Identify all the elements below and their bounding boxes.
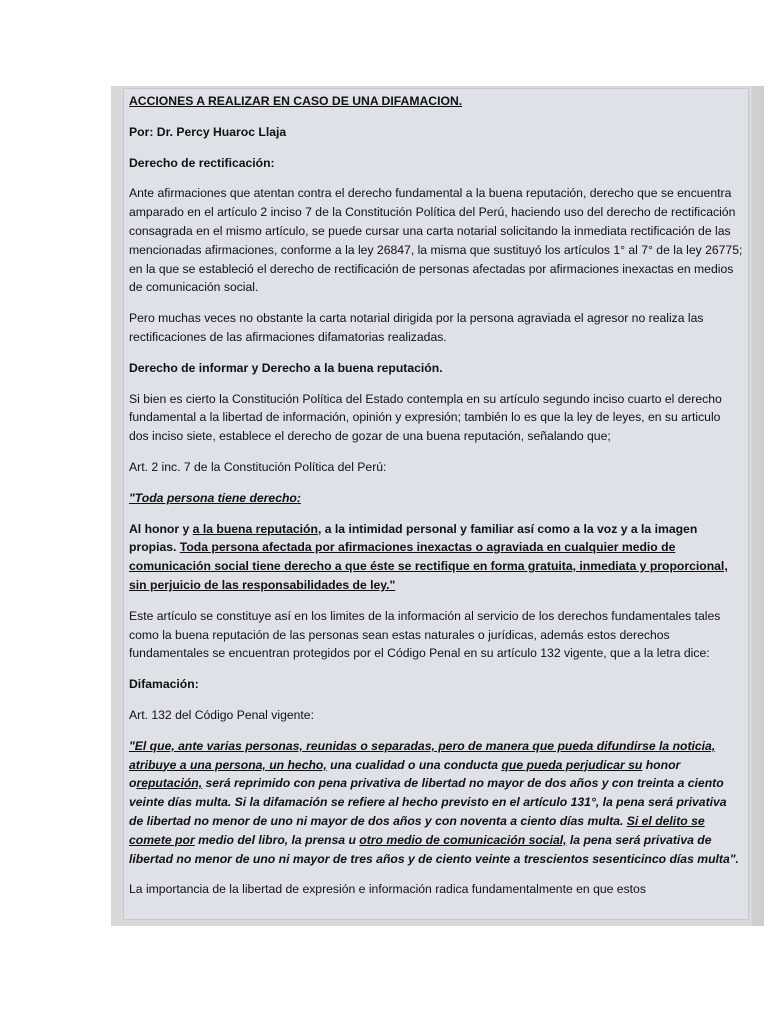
art132-quote [129, 737, 743, 869]
paragraph-constitucion: Si bien es cierto la Constitución Política del Estado contempla en su artículo segundo inciso cuarto el derecho fundamental a la libertad de información, opinión y expresión; también lo es que la ley de leyes, en su articulo dos inciso siete, establece el derecho de gozar de una buena reputación, señalando que; [129, 391, 722, 444]
art2-quote-open: "Toda persona tiene derecho: [129, 490, 301, 505]
art132-text-underlined: reputación, [136, 776, 203, 791]
document-author: Por: Dr. Percy Huaroc Llaja [129, 124, 287, 139]
art132-text-underlined: que pueda perjudicar su [501, 757, 643, 772]
art132-text-underlined: Si el delito se comete por [129, 813, 705, 847]
art2-quote-body [129, 520, 743, 595]
art132-text: medio del libro, la prensa u [194, 832, 360, 847]
art2-text-underlined: Toda persona afectada por afirmaciones inexactas o agraviada en cualquier medio de comunicación social tiene derecho a que éste se rectifique en forma gratuita, inmediata y proporcional, sin perjuicio de las responsabilidades de ley." [129, 540, 728, 592]
paragraph-limites: Este artículo se constituye así en los limites de la información al servicio de los derechos fundamentales tales como la buena reputación de las personas sean estas naturales o jurídicas, además estos derechos fundamentales se encuentran protegidos por el Código Penal en su artículo 132 vigente, que a la letra dice: [129, 608, 721, 661]
art132-text-underlined: otro medio de comunicación social, [359, 832, 567, 847]
heading-art132: Art. 132 del Código Penal vigente: [129, 707, 314, 722]
art132-text-underlined: "El que, ante varias personas, reunidas o separadas, pero de manera que pueda difundirse la noticia, atribuye a una persona, un hecho, [129, 738, 716, 772]
document-title: ACCIONES A REALIZAR EN CASO DE UNA DIFAMACION. [129, 94, 463, 108]
art132-text: honor o [129, 757, 681, 791]
document-body [123, 88, 749, 920]
paragraph-carta-notarial: Pero muchas veces no obstante la carta notarial dirigida por la persona agraviada el agresor no realiza las rectificaciones de las afirmaciones difamatorias realizadas. [129, 311, 704, 344]
art2-text-underlined: a la buena reputación [192, 521, 318, 536]
art2-text: Al honor y [129, 521, 193, 536]
heading-rectificacion: Derecho de rectificación: [129, 155, 275, 170]
paragraph-rectificacion: Ante afirmaciones que atentan contra el derecho fundamental a la buena reputación, derecho que se encuentra amparado en el artículo 2 inciso 7 de la Constitución Política del Perú, haciendo uso del derecho de rectificación consagrada en el mismo artículo, se puede cursar una carta notarial solicitando la inmediata rectificación de las mencionadas afirmaciones, conforme a la ley 26847, la misma que sustituyó los artículos 1° al 7° de la ley 26775; en la que se estableció el derecho de rectificación de personas afectadas por afirmaciones inexactas en medios de comunicación social. [129, 186, 743, 295]
heading-art2: Art. 2 inc. 7 de la Constitución Política del Perú: [129, 459, 387, 474]
art2-text: , a la intimidad personal y familiar así como a la voz y a la imagen propias. [129, 521, 698, 555]
heading-derecho-informar: Derecho de informar y Derecho a la buena reputación. [129, 360, 443, 375]
page-frame-right-edge [752, 86, 764, 926]
art132-text: una cualidad o una conducta [326, 757, 502, 772]
art132-text: la pena será privativa de libertad no menor de uno ni mayor de tres años y de ciento veinte a trescientos sesenticinco días multa". [129, 832, 739, 866]
paragraph-importancia: La importancia de la libertad de expresión e información radica fundamentalmente en que estos [129, 882, 646, 897]
art132-text: será reprimido con pena privativa de libertad no mayor de dos años y con treinta a ciento veinte días multa. Si la difamación se refiere al hecho previsto en el artículo 131°, la pena será privativa de libertad no menor de uno ni mayor de dos años y con noventa a ciento días multa. [129, 776, 727, 828]
heading-difamacion: Difamación: [129, 677, 199, 692]
